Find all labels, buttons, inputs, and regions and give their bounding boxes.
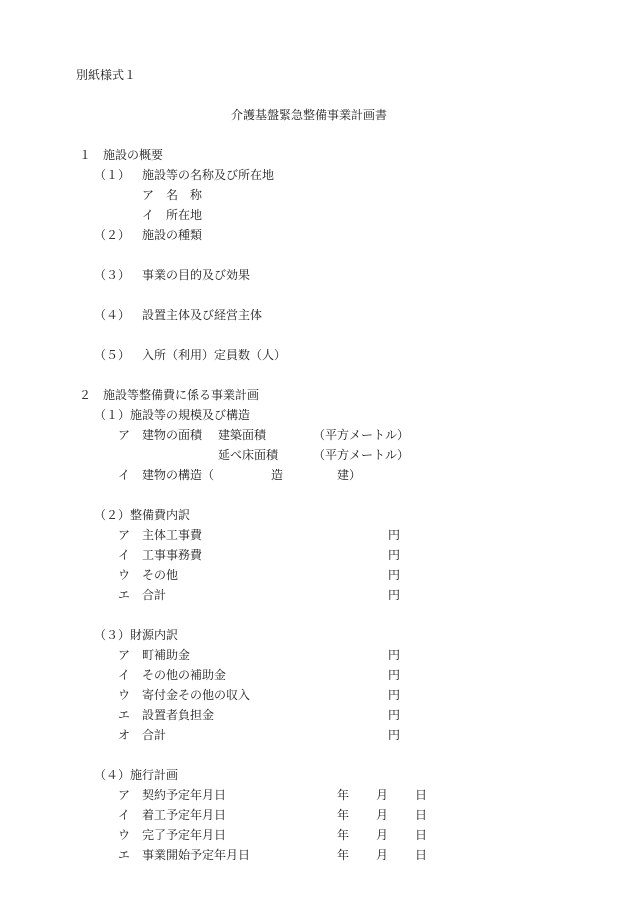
item-1-2-number: （２）	[94, 228, 131, 242]
schedule-row-label: 完了予定年月日	[142, 828, 227, 842]
item-1-5-number: （５）	[94, 348, 131, 362]
item-2-1-heading: （１）施設等の規模及び構造	[94, 408, 251, 422]
cost-row-kana: エ	[118, 588, 131, 602]
section-2-number: ２	[79, 388, 92, 402]
item-1-5-label: 入所（利用）定員数（人）	[142, 348, 287, 362]
total-floor-area-label: 延べ床面積	[218, 448, 279, 462]
cost-row-label: 合計	[142, 588, 167, 602]
funding-row-unit: 円	[388, 688, 401, 702]
item-1-1-number: （１）	[94, 168, 131, 182]
funding-row-label: 寄付金その他の収入	[142, 688, 251, 702]
funding-row-unit: 円	[388, 728, 401, 742]
item-2-3-heading: （３）財源内訳	[94, 628, 179, 642]
day-label: 日	[415, 828, 428, 842]
schedule-row-label: 契約予定年月日	[142, 788, 227, 802]
funding-row-kana: オ	[118, 728, 131, 742]
structure-floors-suffix: 建）	[337, 468, 362, 482]
area-unit-2: （平方メートル）	[313, 448, 410, 462]
funding-row-label: 町補助金	[142, 648, 191, 662]
schedule-row-label: 事業開始予定年月日	[142, 848, 251, 862]
item-2-1-b-kana: イ	[118, 468, 131, 482]
month-label: 月	[376, 808, 389, 822]
cost-row-kana: ア	[118, 528, 131, 542]
item-1-1-a-kana: ア	[142, 188, 155, 202]
funding-row-kana: イ	[118, 668, 131, 682]
cost-row-label: その他	[142, 568, 179, 582]
document-title: 介護基盤緊急整備事業計画書	[231, 108, 388, 122]
year-label: 年	[337, 808, 350, 822]
funding-row-kana: エ	[118, 708, 131, 722]
day-label: 日	[415, 808, 428, 822]
funding-row-unit: 円	[388, 648, 401, 662]
cost-row-unit: 円	[388, 528, 401, 542]
item-1-4-number: （４）	[94, 308, 131, 322]
day-label: 日	[415, 848, 428, 862]
item-2-2-heading: （２）整備費内訳	[94, 508, 191, 522]
year-label: 年	[337, 788, 350, 802]
schedule-row-label: 着工予定年月日	[142, 808, 227, 822]
section-1-number: １	[79, 148, 92, 162]
item-1-3-label: 事業の目的及び効果	[142, 268, 251, 282]
cost-row-unit: 円	[388, 568, 401, 582]
funding-row-unit: 円	[388, 708, 401, 722]
schedule-row-kana: イ	[118, 808, 131, 822]
building-structure-label: 建物の構造（	[142, 468, 215, 482]
cost-row-label: 工事事務費	[142, 548, 203, 562]
year-label: 年	[337, 848, 350, 862]
cost-row-label: 主体工事費	[142, 528, 203, 542]
month-label: 月	[376, 788, 389, 802]
area-unit-1: （平方メートル）	[313, 428, 410, 442]
schedule-row-kana: ア	[118, 788, 131, 802]
funding-row-kana: ア	[118, 648, 131, 662]
month-label: 月	[376, 848, 389, 862]
item-1-4-label: 設置主体及び経営主体	[142, 308, 263, 322]
funding-row-label: 合計	[142, 728, 167, 742]
section-2-title: 施設等整備費に係る事業計画	[103, 388, 260, 402]
item-2-1-a-kana: ア	[118, 428, 131, 442]
funding-row-kana: ウ	[118, 688, 131, 702]
structure-type-suffix: 造	[271, 468, 284, 482]
item-1-2-label: 施設の種類	[142, 228, 203, 242]
funding-row-label: 設置者負担金	[142, 708, 215, 722]
month-label: 月	[376, 828, 389, 842]
funding-row-label: その他の補助金	[142, 668, 227, 682]
cost-row-kana: ウ	[118, 568, 131, 582]
schedule-row-kana: ウ	[118, 828, 131, 842]
cost-row-unit: 円	[388, 548, 401, 562]
form-label: 別紙様式１	[76, 68, 137, 82]
year-label: 年	[337, 828, 350, 842]
day-label: 日	[415, 788, 428, 802]
cost-row-kana: イ	[118, 548, 131, 562]
cost-row-unit: 円	[388, 588, 401, 602]
item-2-4-heading: （４）施行計画	[94, 768, 179, 782]
building-area-label: 建物の面積	[142, 428, 203, 442]
item-1-1-b-kana: イ	[142, 208, 155, 222]
funding-row-unit: 円	[388, 668, 401, 682]
section-1-title: 施設の概要	[103, 148, 164, 162]
schedule-row-kana: エ	[118, 848, 131, 862]
building-footprint-label: 建築面積	[218, 428, 267, 442]
facility-location-label: 所在地	[166, 208, 203, 222]
facility-name-label: 名 称	[166, 188, 203, 202]
item-1-3-number: （３）	[94, 268, 131, 282]
item-1-1-label: 施設等の名称及び所在地	[142, 168, 275, 182]
